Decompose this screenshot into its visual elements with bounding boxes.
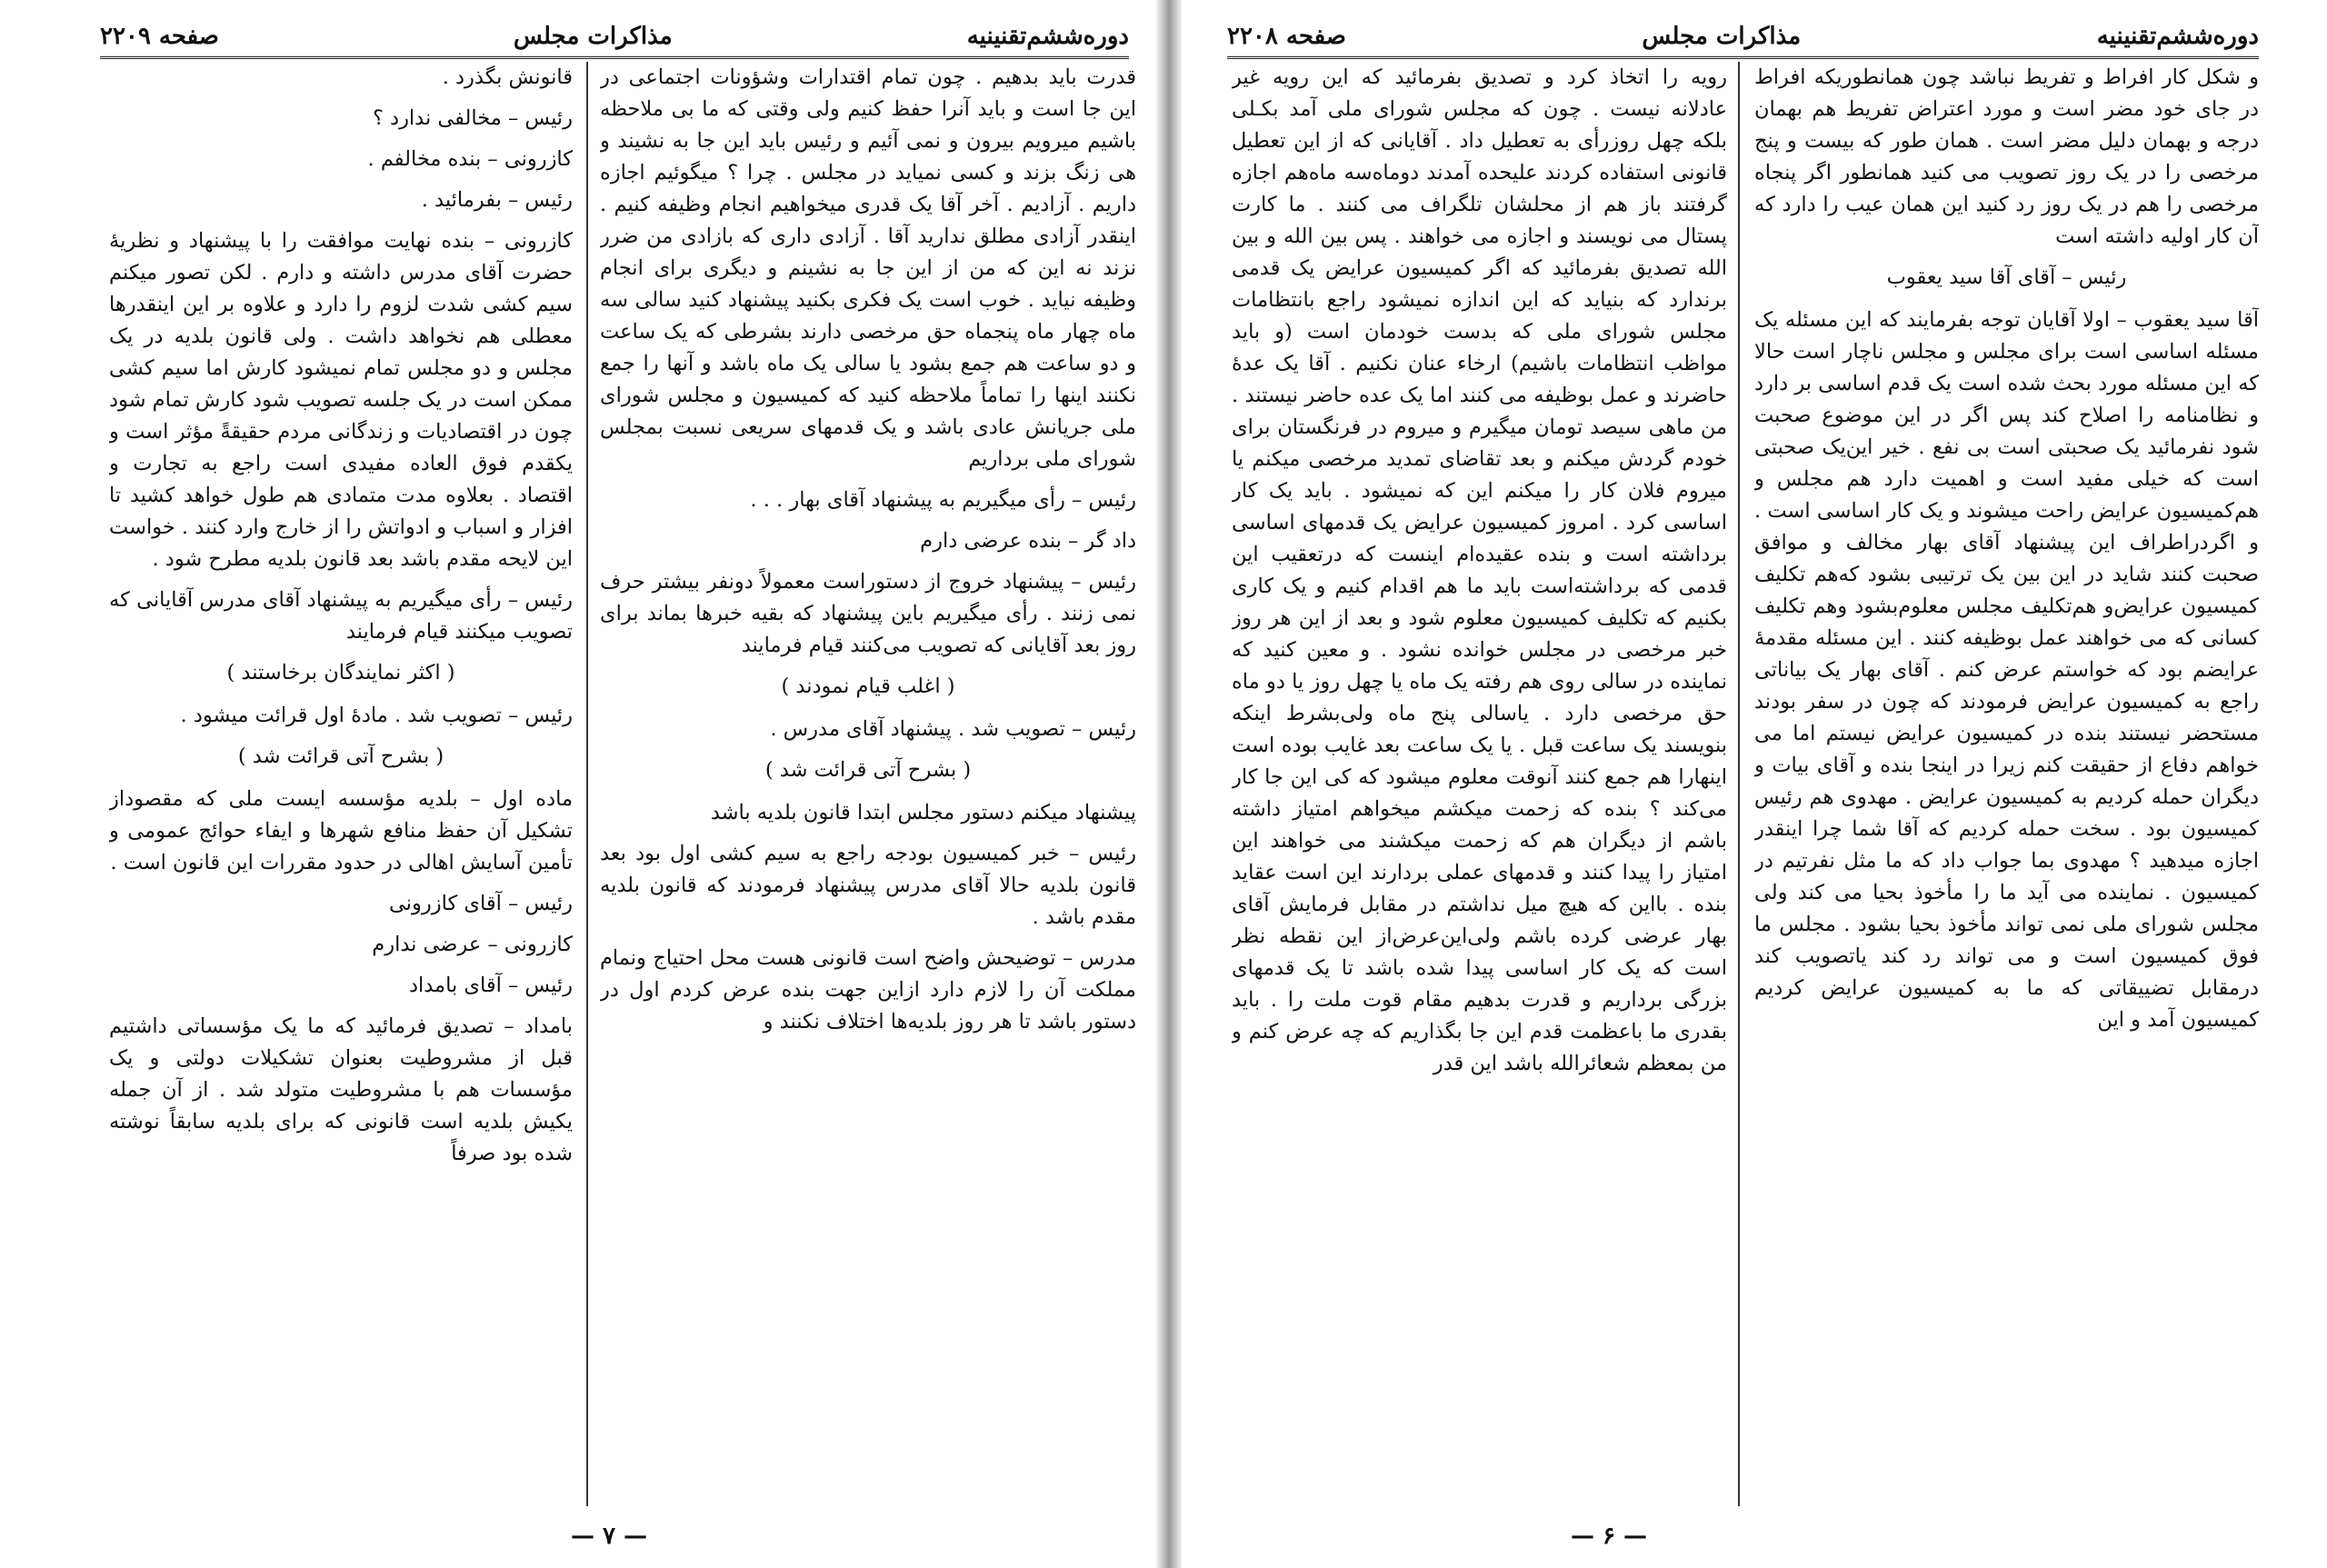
paragraph: بامداد – تصدیق فرمائید که ما یک مؤسساتی داشتیم قبل از مشروطیت بعنوان تشکیلات دولتی و یک مؤسسات هم با مشروطیت متولد شد . از آن جمله یکیش بلدیه است قانونی که برای بلدیه سابقاً نوشته شده بود صرفاً xyxy=(109,1014,573,1165)
speaker-line: رئیس – تصویب شد . پیشنهاد آقای مدرس . xyxy=(770,717,1136,741)
paragraph: قدرت باید بدهیم . چون تمام اقتدارات وشؤونات اجتماعی در این جا است و باید آنرا حفظ کنیم ولی وقتی که ما بی ملاحظه باشیم میرویم بیرون و نمی آئیم و رئیس باید این جا به نشیند و هی زنگ بزند و کسی نمیاید در مجلس . چرا ؟ میگوئیم اجازه داریم . آزادیم . آخر آقا یک قدری میخواهیم انجام وظیفه کنیم . اینقدر آزادی مطلق ندارید آقا . آزادی داری که بازادی من ضرر نزند نه این که من از این جا به نشینم و دیگری برای انجام وظیفه نیاید . خوب است یک فکری بکنید پیشنهاد کنید سالی سه ماه چهار ماه پنجماه حق مرخصی دارند بشرطی که یک ساعت و دو ساعت هم جمع بشود یا سالی یک ماه باشد و آنها را جمع نکنند اینها را تماماً ملاحظه کنید که کمیسیون و مجلس شورای ملی جریانش عادی باشد و یک قدمهای سریعی نسبت بمجلس شورای ملی برداریم xyxy=(600,65,1136,471)
page-footer-number: — ۷ — xyxy=(570,1523,648,1550)
page-title: مذاکرات مجلس xyxy=(1642,23,1802,50)
procedural-note: ( بشرح آتی قرائت شد ) xyxy=(237,744,444,768)
paragraph: رئیس – پیشنهاد خروج از دستوراست معمولاً دونفر بیشتر حرف نمی زنند . رأی میگیریم باین پیشنهاد که بقیه خبرها بماند برای روز بعد آقایانی که تصویب می‌کنند قیام فرمایند xyxy=(600,570,1136,657)
paragraph: رئیس – خبر کمیسیون بودجه راجع به سیم کشی اول بود بعد قانون بلدیه حالا آقای مدرس پیشنهاد فرمودند که قانون بلدیه مقدم باشد . xyxy=(600,842,1136,929)
paragraph: رویه را اتخاذ کرد و تصدیق بفرمائید که این رویه غیر عادلانه نیست . چون که مجلس شورای ملی آمد بکـلی بلکه چهل روزرأی به تعطیل داد . آقایانی که از این تعطیل قانونی استفاده کردند علیحده آمدند دوماه‌سه ماه‌هم اجازه گرفتند باز هم از محلشان تلگراف می کنند . ما کارت پستال می نویسند و اجازه می خواهند . پس بین الله و بین الله تصدیق بفرمائید که اگر کمیسیون عرایض یک قدمی برندارد که بنیاید که این اندازه نمیشود راجع بانتظامات مجلس شورای ملی که بدست خودمان است (و باید مواظب انتظامات باشیم) ارخاء عنان نکنیم . آقا یک عدهٔ حاضرند و عمل بوظیفه می کنند اما یک عده حاضر نیستند . من ماهی سیصد تومان میگیرم و میروم در فرنگستان برای خودم گردش میکنم و بعد تقاضای تمدید مرخصی میکنم یا میروم فلان کار را میکنم این که نمیشود . باید یک کار اساسی کرد . امروز کمیسیون عرایض یک قدمهای اساسی برداشته است و بنده عقیده‌ام اینست که درتعقیب این قدمی که برداشته‌است باید ما هم اقدام کنیم و یک کاری بکنیم که تکلیف کمیسیون معلوم شود و بعد از این هر روز خبر مرخصی در مجلس خوانده نشود . و معین کنید که نماینده در سالی روی هم رفته یک ماه یا چهل روز یا دو ماه حق مرخصی دارد . یاسالی پنج ماه ولی‌بشرط اینکه بنویسند یک ساعت قبل . یا یک ساعت بعد غایب بوده است اینهارا هم جمع کنند آنوقت معلوم میشود که کی این جا کار می‌کند ؟ بنده که زحمت میکشم میخواهم امتیاز داشته باشم از دیگران هم که زحمت میکشند می خواهند این امتیاز را پیدا کنند و قدمهای عملی بردارند این است عقاید بنده . بااین که هیچ میل نداشتم در مقابل فرمایش آقای بهار عرضی کرده باشم ولی‌این‌عرض‌از این نقطه نظر است که یک کار اساسی پیدا شده باشد تا یک قدمهای بزرگی برداریم و قدرت بدهیم مقام قوت ملت را . باید بقدری ما باعظمت قدم این جا بگذاریم که چه عرض کنم و من بمعظم شعائرالله باشد این قدر xyxy=(1232,65,1727,1075)
paragraph: آقا سید یعقوب – اولا آقایان توجه بفرمایند که این مسئله یک مسئله اساسی است برای مجلس و مجلس ناچار است حالا که این مسئله مورد بحث شده است یک قدم اساسی بر دارد و نظامنامه را اصلاح کند پس اگر در این موضوع صحبت شود نفرمائید یک صحبتی است بی نفع . خیر این‌یک صحبتی است که خیلی مفید است و اهمیت دارد هم مجلس و هم‌کمیسیون عرایض راحت میشوند و یک کار اساسی است . و اگردراطراف این پیشنهاد آقای بهار مخالف و موافق صحبت کنند شاید در این بین یک ترتیبی بشود که‌هم تکلیف کمیسیون عرایض‌و هم‌تکلیف مجلس معلوم‌بشود وهم تکلیف کسانی که می خواهند عمل بوظیفه کنند . این مسئله مقدمهٔ عرایضم بود که خواستم عرض کنم . آقای بهار یک بیاناتی راجع به کمیسیون عرایض فرمودند که چون در سفر بودند مستحضر نیستند بنده در کمیسیون عرایض نیستم اما می خواهم دفاع از حقیقت کنم زیرا در اینجا بنده و آقای بیات و دیگران حمله کردیم به کمیسیون عرایض . مهدوی هم رئیس کمیسیون بود . سخت حمله کردیم که آقا شما چرا اینقدر اجازه میدهید ؟ مهدوی بما جواب داد که ما مثل نفرتیم در کمیسیون . نماینده می آید ما را مأخوذ بحیا می کند ولی مجلس شورای ملی نمی تواند مأخوذ بحیا بشود . مجلس ما فوق کمیسیون است و می تواند رد کند یاتصویب کند درمقابل تضییقاتی که ما به کمیسیون عرایض کردیم کمیسیون آمد و این xyxy=(1754,308,2259,1032)
procedural-note: ( اغلب قیام نمودند ) xyxy=(781,674,955,698)
page-header xyxy=(1227,16,2259,59)
speaker-line: کازرونی – بنده مخالفم . xyxy=(367,147,573,171)
page-number-label: صفحه ۲۲۰۹ xyxy=(100,23,219,50)
procedural-note: ( اکثر نمایندگان برخاستند ) xyxy=(226,661,455,684)
page-2209 xyxy=(0,0,1156,1568)
session-series: دوره‌ششم‌تقنینیه xyxy=(966,23,1129,50)
speaker-line: رئیس – بفرمائید . xyxy=(421,188,573,212)
speaker-line: کازرونی – عرضی ندارم xyxy=(372,933,573,956)
speaker-line: رئیس – آقای آقا سید یعقوب xyxy=(1886,265,2127,289)
speaker-line: رئیس – رأی میگیریم به پیشنهاد آقای بهار . . . xyxy=(750,488,1136,512)
speaker-line: رئیس – تصویب شد . مادهٔ اول قرائت میشود . xyxy=(180,704,573,727)
paragraph: مدرس – توضیحش واضح است قانونی هست محل احتیاج ونمام مملکت آن را لازم دارد ازاین جهت بنده عرض کردم اول در دستور باشد تا هر روز بلدیه‌ها اختلاف نکنند و xyxy=(600,946,1136,1034)
paragraph: و شکل کار افراط و تفریط نباشد چون همانطوریکه افراط در جای خود مضر است و مورد اعتراض تفریط هم بهمان درجه و بهمان دلیل مضر است . همان طور که بیست و پنج مرخصی را در یک روز تصویب می کنید همانطور اگر پنجاه مرخصی را هم در یک روز رد کنید این همان عیب را دارد که آن کار اولیه داشته است xyxy=(1754,65,2259,248)
column-divider xyxy=(1738,62,1740,1506)
page-title: مذاکرات مجلس xyxy=(513,23,673,50)
text-column-left xyxy=(1232,62,1727,1515)
paragraph: قانونش بگذرد . xyxy=(442,65,573,89)
speaker-line: رئیس – آقای بامداد xyxy=(408,974,573,997)
page-2208 xyxy=(1182,0,2327,1568)
procedural-note: ( بشرح آتی قرائت شد ) xyxy=(764,758,972,782)
paragraph: رئیس – رأی میگیریم به پیشنهاد آقای مدرس آقایانی که تصویب میکنند قیام فرمایند xyxy=(109,588,573,644)
page-header xyxy=(100,16,1129,59)
paragraph: ماده اول – بلدیه مؤسسه ایست ملی که مقصوداز تشکیل آن حفظ منافع شهرها و ایفاء حوائج عمومی و تأمین آسایش اهالی در حدود مقررات این قانون است . xyxy=(109,787,573,874)
speaker-line: رئیس – آقای کازرونی xyxy=(389,892,573,915)
speaker-line: داد گر – بنده عرضی دارم xyxy=(920,529,1136,553)
page-footer-number: — ۶ — xyxy=(1570,1523,1648,1550)
column-divider xyxy=(586,62,588,1506)
session-series: دوره‌ششم‌تقنینیه xyxy=(2096,23,2259,50)
paragraph: کازرونی – بنده نهایت موافقت را با پیشنهاد و نظریهٔ حضرت آقای مدرس داشته و دارم . لکن تصور میکنم سیم کشی شدت لزوم را دارد و علاوه بر این اینقدرها معطلی هم نخواهد داشت . ولی قانون بلدیه در یک مجلس و دو مجلس تمام نمیشود کارش اما سیم کشی ممکن است در یک جلسه تصویب شود کارش تمام شود چون در اقتصادیات و زندگانی مردم حقیقةً مؤثر است و یکقدم فوق العاده مفیدی است راجع به تجارت و اقتصاد . بعلاوه مدت متمادی هم طول خواهد کشید تا افزار و اسباب و ادواتش را از خارج وارد کنند . خواست این لایحه مقدم باشد بعد قانون بلدیه مطرح شود . xyxy=(109,229,573,571)
text-column-left xyxy=(109,62,573,1515)
speaker-line: رئیس – مخالفی ندارد ؟ xyxy=(372,106,573,130)
text-column-right xyxy=(600,62,1136,1515)
book-gutter xyxy=(1156,0,1182,1568)
page-number-label: صفحه ۲۲۰۸ xyxy=(1227,23,1346,50)
paragraph: پیشنهاد میکنم دستور مجلس ابتدا قانون بلدیه باشد xyxy=(710,801,1136,824)
text-column-right xyxy=(1754,62,2259,1515)
